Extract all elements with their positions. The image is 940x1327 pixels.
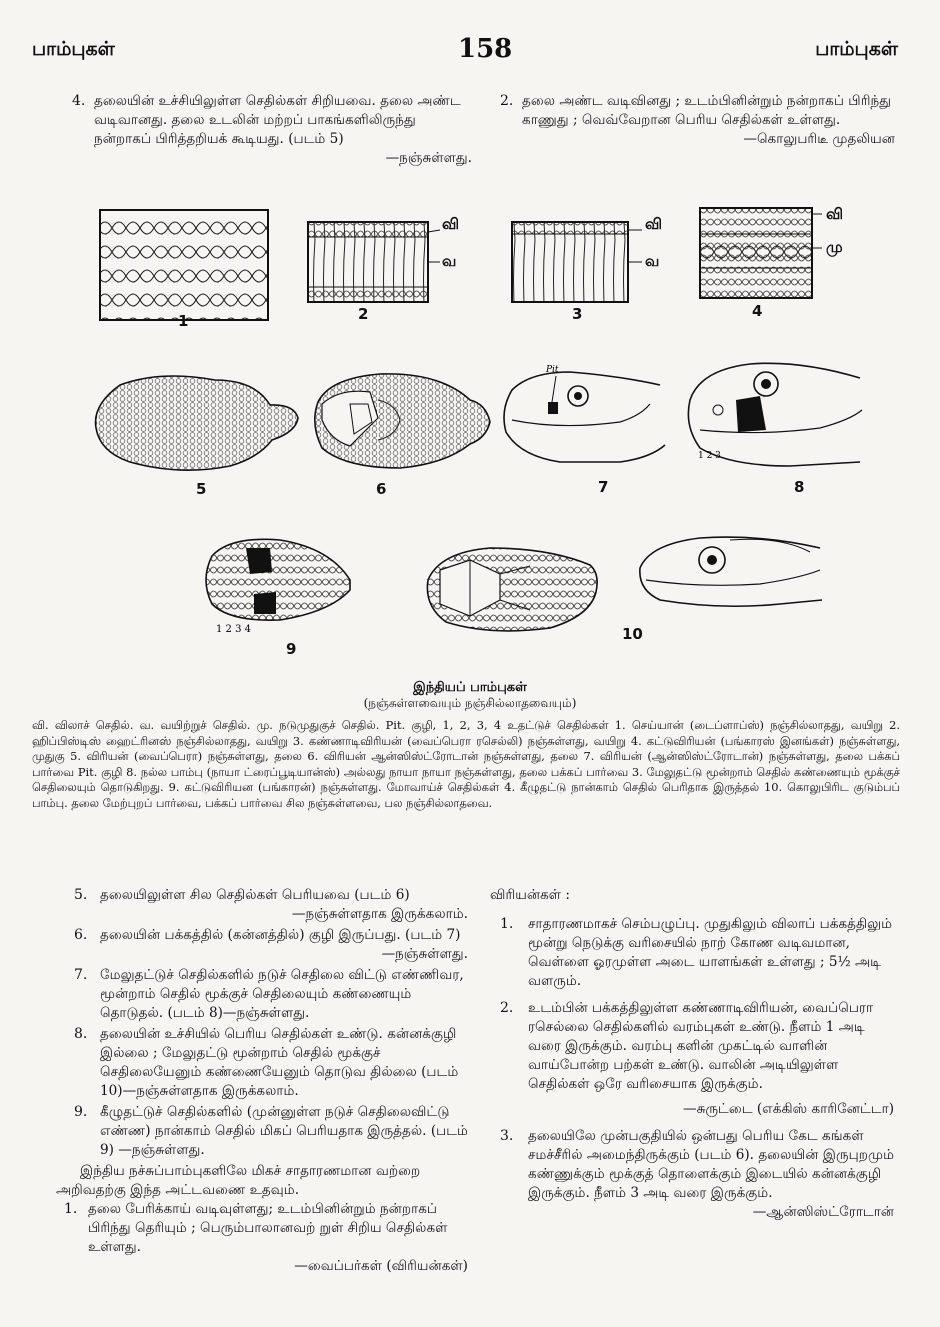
- figure-number-1: 1: [178, 312, 189, 330]
- figure-number-2: 2: [358, 305, 369, 323]
- scale-label-vi-2: வி: [442, 215, 460, 233]
- item-reference: —நஞ்சுள்ளதாக இருக்கலாம்.: [291, 906, 468, 922]
- item-text: மேலுதட்டுச் செதில்களில் நடுச் செதிலை விட்டு எண்ணிவர, மூன்றாம் செதில் மூக்குச் செதிலையும் கண்ணையும் தொடுதல். (படம் 8)—நஞ்சுள்ளது.: [100, 967, 464, 1021]
- item-text: தலையிலுள்ள சில செதில்கள் பெரியவை (படம் 6): [100, 887, 410, 903]
- viper-item-3: [490, 1127, 894, 1222]
- figure-2-ventral-scales: [308, 222, 440, 302]
- item-number: 2.: [500, 1000, 514, 1016]
- item-text: தலை பேரிக்காய் வடிவுள்ளது; உடம்பினின்றும் நன்றாகப் பிரிந்து தெரியும் ; பெரும்பாலானவற் றுள் சிறிய செதில்கள் உள்ளது.: [88, 1201, 448, 1255]
- figure-5-viper-head: [96, 376, 299, 470]
- item-text: தலையின் உச்சியில் பெரிய செதில்கள் உண்டு. கன்னக்குழி இல்லை ; மேலுதட்டு மூன்றாம் செதில் மூக்குச் செதிலையேனும் கண்ணையேனும் தொடுவ தில்லை (படம் 10)—நஞ்சுள்ளதாக இருக்கலாம்.: [100, 1026, 459, 1099]
- plate-numbers: 1 2 3: [698, 451, 721, 461]
- figure-7-pitviper-side: [504, 365, 665, 462]
- item-number: 8.: [74, 1026, 88, 1042]
- item-number: 3.: [500, 1128, 514, 1144]
- figure-8-cobra-side: [688, 363, 862, 466]
- key-paragraph: இந்திய நச்சுப்பாம்புகளிலே மிகச் சாதாரணமான வற்றை அறிவதற்கு இந்த அட்டவணை உதவும்.: [56, 1163, 421, 1198]
- vipers-heading: விரியன்கள் :: [490, 887, 570, 903]
- item-number: 1.: [64, 1201, 78, 1217]
- key-item-5: [56, 886, 468, 924]
- scale-label-mu-4: மு: [826, 238, 843, 256]
- item-number: 7.: [74, 967, 88, 983]
- item-reference: —சுருட்டை (எக்கிஸ் காரினேட்டா): [682, 1101, 894, 1117]
- scale-label-va-3: வ: [645, 252, 660, 270]
- key-item-9: [56, 1103, 468, 1160]
- caption-title: இந்தியப் பாம்புகள்: [413, 680, 527, 695]
- figure-number-5: 5: [196, 480, 207, 498]
- key-item-7: [56, 966, 468, 1023]
- figure-number-3: 3: [572, 305, 583, 323]
- item-reference: —ஆன்ஸிஸ்ட்ரோடான்: [752, 1204, 894, 1220]
- item-reference: —நஞ்சுள்ளது.: [385, 150, 472, 166]
- scale-numbers: 1 2 3 4: [216, 624, 251, 635]
- left-column: [56, 886, 468, 1276]
- figure-number-8: 8: [794, 478, 805, 496]
- key-item-6: [56, 926, 468, 964]
- item-reference: —வைப்பர்கள் (விரியன்கள்): [294, 1258, 468, 1274]
- figure-9-krait-chin: [206, 539, 350, 635]
- item-reference: —கொலுபரிடீ முதலியன: [743, 131, 895, 147]
- item-number: 2.: [500, 93, 514, 109]
- figure-10-colubrid-head-top: [427, 548, 597, 631]
- figure-number-9: 9: [286, 640, 297, 658]
- figure-1-dorsal-scales: [100, 210, 268, 320]
- item-text: உடம்பின் பக்கத்திலுள்ள கண்ணாடிவிரியன், வைப்பெரா ரசெல்லை செதில்களில் வரம்புகள் உண்டு. நீளம் 1 அடி வரை இருக்கும். வரம்பு களின் முகட்டில் வாளின் வாய்போன்ற பற்கள் உண்டு. வாலின் அடியிலுள்ள செதில்கள் ஒரே வரிசையாக இருக்கும்.: [528, 1000, 874, 1092]
- item-text: கீழுதட்டுச் செதில்களில் (முன்னுள்ள நடுச் செதிலைவிட்டு எண்ண) நான்காம் செதில் மிகப் பெரியதாக இருத்தல். (படம் 9) —நஞ்சுள்ளது.: [100, 1104, 468, 1158]
- figure-number-6: 6: [376, 480, 387, 498]
- running-header-right: பாம்புகள்: [815, 38, 898, 60]
- figure-number-10: 10: [622, 625, 643, 643]
- figure-6-pitviper-head: [315, 374, 490, 468]
- scale-label-va-2: வ: [442, 252, 457, 270]
- figure-3-ventral-scales: [512, 222, 642, 302]
- item-text: தலையிலே முன்பகுதியில் ஒன்பது பெரிய கேட கங்கள் சமச்சீரில் அமைந்திருக்கும் (படம் 6). தலையின் இருபுறமும் கண்ணுக்கும் மூக்குத் தொளைக்கும் இடையில் கன்னக்குழி இருக்கும். நீளம் 3 அடி வரை இருக்கும்.: [528, 1128, 895, 1201]
- item-text: சாதாரணமாகச் செம்பழுப்பு. முதுகிலும் விலாப் பக்கத்திலும் மூன்று நெடுக்கு வரிசையில் நாற் கோண வடிவமான, வெள்ளை ஓரமுள்ள அடை யாளங்கள் உள்ளது ; 5½ அடி வளரும்.: [528, 916, 893, 989]
- pit-label: Pit: [546, 365, 559, 375]
- page-number: 158: [458, 34, 513, 64]
- item-text: தலையின் பக்கத்தில் (கன்னத்தில்) குழி இருப்பது. (படம் 7): [100, 927, 461, 943]
- figure-caption: [100, 680, 840, 712]
- right-column: [490, 886, 894, 1222]
- caption-body: வி. விலாச் செதில். வ. வயிற்றுச் செதில். மு. நடுமுதுகுச் செதில். Pit. குழி, 1, 2, 3, 4 உதட்டுச் செதில்கள் 1. செய்யான் (டைப்ளாப்ஸ்) நஞ்சில்லாதது, வயிறு 2. ஹிப்பிஸ்டிஸ் ஹைட்ரினஸ் நஞ்சில்லாதது, வயிறு 3. கண்ணாடிவிரியன் (வைப்பெரா ரசெல்லி) நஞ்சுள்ளது, வயிறு 4. கட்டுவிரியன் (பங்காரஸ் இனங்கள்) நஞ்சுள்ளது, முதுகு 5. விரியன் (வைப்பெரா) நஞ்சுள்ளது, தலை 6. விரியன் ஆன்ஸிஸ்ட்ரோடான் நஞ்சுள்ளது, தலை 7. விரியன் (ஆன்ஸிஸ்ட்ரோடான்) நஞ்சுள்ளது, தலை பக்கப் பார்வை Pit. குழி 8. நல்ல பாம்பு (நாயா ட்ரைப்பூடியான்ஸ்) அல்லது நாயா நாயா நஞ்சுள்ளது, தலை பக்கப் பார்வை 3. மேலுதட்டு மூன்றாம் செதில் கண்ணையும் மூக்குச் செதிலையும் தொடுகிறது. 9. கட்டுவிரியன (பங்காரன்) நஞ்சுள்ளது. மோவாய்ச் செதில்கள் 4. கீழுதட்டு நான்காம் செதில் பெரிதாக இருத்தல் 10. கொலுபிரிட குடும்பப் பாம்பு. தலை மேற்புறப் பார்வை, பக்கப் பார்வை சில நஞ்சுள்ளவை, பல நஞ்சில்லாதவை.: [32, 718, 900, 810]
- item-number: 5.: [74, 887, 88, 903]
- item-number: 1.: [500, 916, 514, 932]
- item-number: 9.: [74, 1104, 88, 1120]
- figure-number-7: 7: [598, 478, 609, 496]
- running-header-left: பாம்புகள்: [32, 38, 115, 60]
- viper-item-1: [490, 915, 894, 991]
- scale-label-vi-4: வி: [826, 205, 844, 223]
- item-text: தலை அண்ட வடிவினது ; உடம்பினின்றும் நன்றாகப் பிரிந்து காணுது ; வெவ்வேறான பெரிய செதில்கள் உள்ளது.: [522, 93, 891, 128]
- key-item-8: [56, 1025, 468, 1101]
- viper-item-2: [490, 999, 894, 1119]
- item-text: தலையின் உச்சியிலுள்ள செதில்கள் சிறியவை. தலை அண்ட வடிவானது. தலை உடலின் மற்றப் பாகங்களிலிருந்து நன்றாகப் பிரித்தறியக் கூடியது. (படம் 5): [94, 93, 461, 147]
- key-sub-item-1: [56, 1200, 468, 1276]
- figure-10-colubrid-head-side: [640, 537, 822, 606]
- figure-number-4: 4: [752, 302, 763, 320]
- item-number: 6.: [74, 927, 88, 943]
- caption-subtitle: (நஞ்சுள்ளவையும் நஞ்சில்லாதவையும்): [363, 696, 577, 710]
- item-number: 4.: [72, 93, 86, 109]
- item-reference: —நஞ்சுள்ளது.: [381, 946, 468, 962]
- figure-4-dorsal-scales: [700, 208, 822, 298]
- scale-label-vi-3: வி: [645, 215, 663, 233]
